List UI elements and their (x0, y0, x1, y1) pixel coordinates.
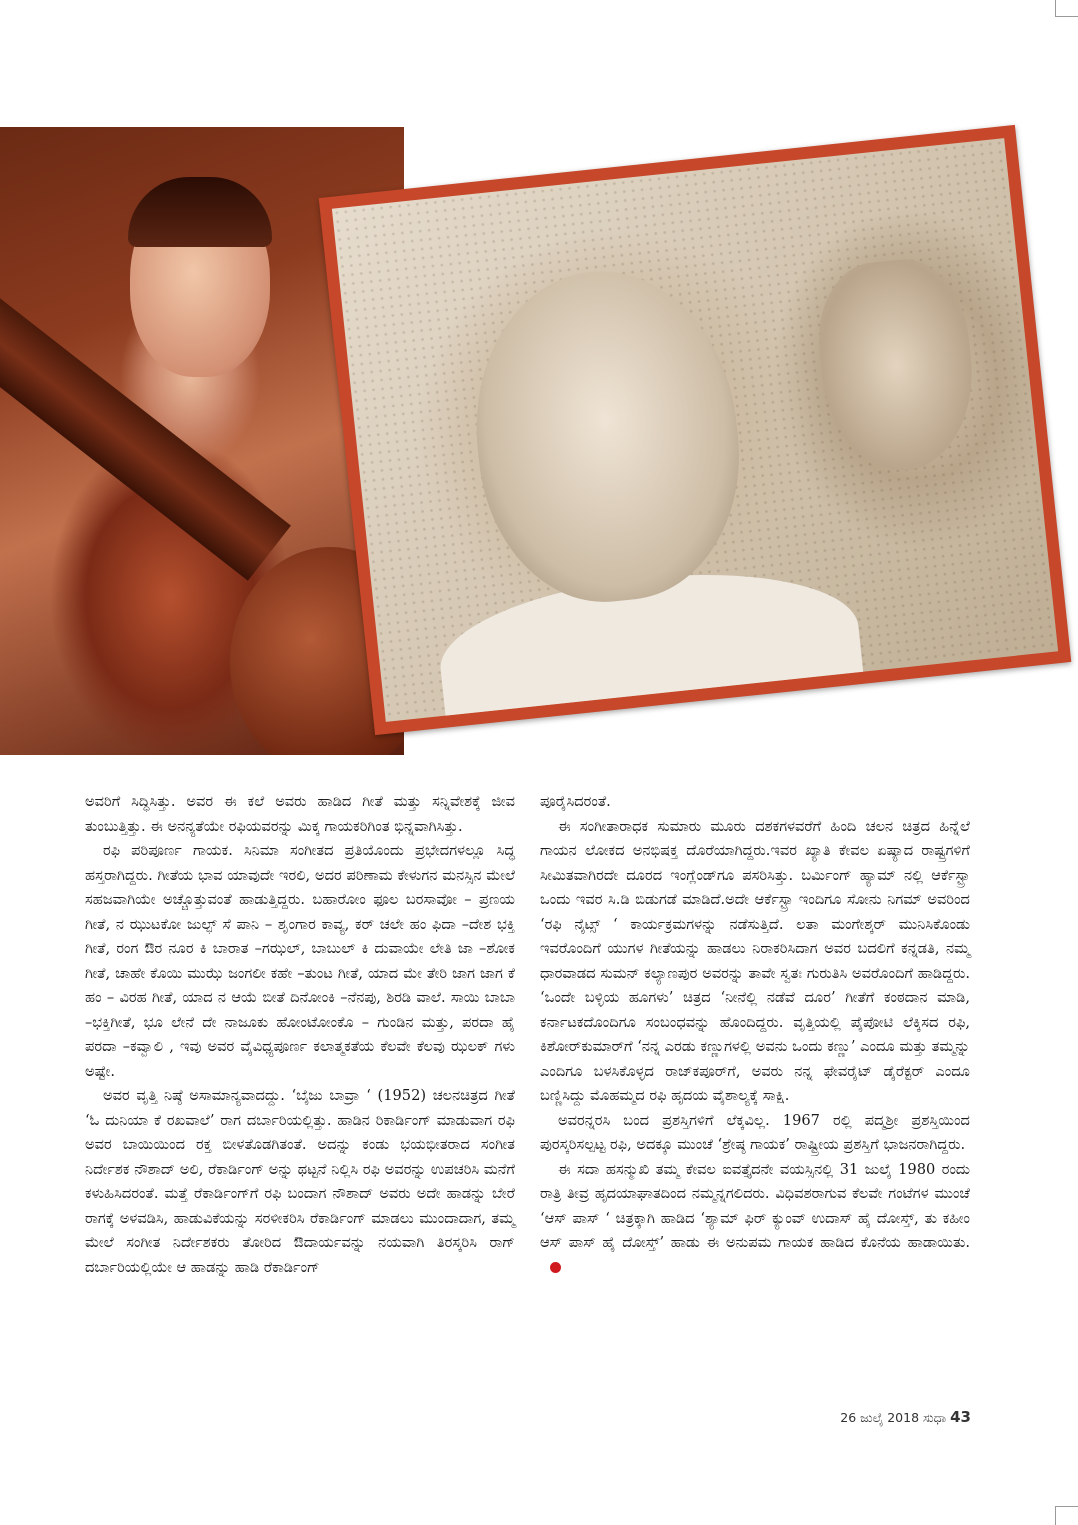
crop-mark-bottom-right-v (1055, 1506, 1056, 1525)
paragraph: ಪೂರೈಸಿದರಂತೆ. (540, 793, 611, 810)
crop-mark-bottom-right-h (1055, 1506, 1078, 1507)
paragraph-text: ಈ ಸದಾ ಹಸನ್ಮುಖಿ ತಮ್ಮ ಕೇವಲ ಐವತ್ತೈದನೇ ವಯಸ್ಸಿನಲ್ಲಿ 31 ಜುಲೈ 1980 ರಂದು ರಾತ್ರಿ ತೀವ್ರ ಹೃದಯಾಘಾತದಿಂದ ನಮ್ಮನ್ನಗಲಿದರು. ವಿಧಿವಶರಾಗುವ ಕೆಲವೇ ಗಂಟೆಗಳ ಮುಂಚೆ ‘ಆಸ್ ಪಾಸ್ ‘ ಚಿತ್ರಕ್ಕಾಗಿ ಹಾಡಿದ ‘ಶ್ಯಾಮ್ ಫಿರ್ ಕ್ಯುಂವ್ ಉದಾಸ್ ಹೈ ದೋಸ್ತ್, ತು ಕಹೀಂ ಆಸ್ ಪಾಸ್ ಹೈ ದೋಸ್ತ್’ ಹಾಡು ಈ ಅನುಪಮ ಗಾಯಕ ಹಾಡಿದ ಕೊನೆಯ ಹಾಡಾಯಿತು. (540, 1160, 970, 1251)
page-footer (840, 1408, 971, 1426)
photo-inner (332, 138, 1058, 722)
crop-mark-top-right-v (1055, 0, 1056, 16)
paragraph: ಅವರಿಗೆ ಸಿದ್ಧಿಸಿತ್ತು. ಅವರ ಈ ಕಲೆ ಅವರು ಹಾಡಿದ ಗೀತೆ ಮತ್ತು ಸನ್ನಿವೇಶಕ್ಕೆ ಜೀವ ತುಂಬುತ್ತಿತ್ತು. ಈ ಅನನ್ಯತೆಯೇ ರಫಿಯವರನ್ನು ಮಿಕ್ಕ ಗಾಯಕರಿಗಿಂತ ಭಿನ್ನವಾಗಿಸಿತ್ತು. (85, 793, 515, 835)
singer-face (461, 259, 754, 614)
article-column-left (85, 790, 515, 1280)
singer-hand (811, 253, 982, 478)
singer-hair (128, 177, 272, 247)
singer-at-microphone-photo (319, 125, 1072, 735)
issue-date: 26 ಜುಲೈ 2018 (840, 1410, 920, 1425)
end-of-article-dot (550, 1262, 561, 1273)
paragraph-last (540, 1158, 970, 1281)
paragraph: ಅವರ ವೃತ್ತಿ ನಿಷ್ಠೆ ಅಸಾಮಾನ್ಯವಾದದ್ದು. ‘ಬೈಜು ಬಾವ್ರಾ ‘ (1952) ಚಲನಚಿತ್ರದ ಗೀತೆ ‘ಓ ದುನಿಯಾ ಕೆ ರಖವಾಲೆ’ ರಾಗ ದರ್ಬಾರಿಯಲ್ಲಿತ್ತು. ಹಾಡಿನ ರಿಕಾರ್ಡಿಂಗ್ ಮಾಡುವಾಗ ರಫಿ ಅವರ ಬಾಯಿಯಿಂದ ರಕ್ತ ಬೀಳತೊಡಗಿತಂತೆ. ಅದನ್ನು ಕಂಡು ಭಯಭೀತರಾದ ಸಂಗೀತ ನಿರ್ದೇಶಕ ನೌಶಾದ್ ಅಲಿ, ರೆಕಾರ್ಡಿಂಗ್ ಅನ್ನು ಥಟ್ಟನೆ ನಿಲ್ಲಿಸಿ ರಫಿ ಅವರನ್ನು ಉಪಚರಿಸಿ ಮನೆಗೆ ಕಳುಹಿಸಿದರಂತೆ. ಮತ್ತೆ ರೆಕಾರ್ಡಿಂಗ್‌ಗೆ ರಫಿ ಬಂದಾಗ ನೌಶಾದ್ ಅವರು ಅದೇ ಹಾಡನ್ನು ಬೇರೆ ರಾಗಕ್ಕೆ ಅಳವಡಿಸಿ, ಹಾಡುವಿಕೆಯನ್ನು ಸರಳೀಕರಿಸಿ ರೆಕಾರ್ಡಿಂಗ್ ಮಾಡಲು ಮುಂದಾದಾಗ, ತಮ್ಮ ಮೇಲೆ ಸಂಗೀತ ನಿರ್ದೇಶಕರು ತೋರಿದ ಔದಾರ್ಯವನ್ನು ನಯವಾಗಿ ತಿರಸ್ಕರಿಸಿ ರಾಗ್ ದರ್ಬಾರಿಯಲ್ಲಿಯೇ ಆ ಹಾಡನ್ನು ಹಾಡಿ ರೆಕಾರ್ಡಿಂಗ್ (85, 1087, 515, 1276)
article-column-right (540, 790, 970, 1280)
magazine-name: ಸುಧಾ (923, 1410, 947, 1425)
paragraph: ಈ ಸಂಗೀತಾರಾಧಕ ಸುಮಾರು ಮೂರು ದಶಕಗಳವರೆಗೆ ಹಿಂದಿ ಚಲನ ಚಿತ್ರದ ಹಿನ್ನೆಲೆ ಗಾಯನ ಲೋಕದ ಅನಭಿಷಕ್ತ ದೊರೆಯಾಗಿದ್ದರು.ಇವರ ಖ್ಯಾತಿ ಕೇವಲ ಏಷ್ಯಾದ ರಾಷ್ಟ್ರಗಳಿಗೆ ಸೀಮಿತವಾಗಿರದೇ ದೂರದ ಇಂಗ್ಲೆಂಡ್‌ಗೂ ಪಸರಿಸಿತ್ತು. ಬರ್ಮಿಂಗ್ ಹ್ಯಾಮ್ ನಲ್ಲಿ ಆರ್ಕೆಸ್ಟ್ರಾ ಒಂದು ಇವರ ಸಿ.ಡಿ ಬಿಡುಗಡೆ ಮಾಡಿದೆ.ಅದೇ ಆರ್ಕೆಸ್ಟ್ರಾ ಇಂದಿಗೂ ಸೋನು ನಿಗಮ್ ಅವರಿಂದ ‘ರಫಿ ನೈಟ್ಸ್ ‘ ಕಾರ್ಯಕ್ರಮಗಳನ್ನು ನಡೆಸುತ್ತಿದೆ. ಲತಾ ಮಂಗೇಶ್ಕರ್ ಮುನಿಸಿಕೊಂಡು ಇವರೊಂದಿಗೆ ಯುಗಳ ಗೀತೆಯನ್ನು ಹಾಡಲು ನಿರಾಕರಿಸಿದಾಗ ಅವರ ಬದಲಿಗೆ ಕನ್ನಡತಿ, ನಮ್ಮ ಧಾರವಾಡದ ಸುಮನ್ ಕಲ್ಯಾಣಪುರ ಅವರನ್ನು ತಾವೇ ಸ್ವತಃ ಗುರುತಿಸಿ ಅವರೊಂದಿಗೆ ಹಾಡಿದ್ದರು. ‘ಒಂದೇ ಬಳ್ಳಿಯ ಹೂಗಳು’ ಚಿತ್ರದ ‘ನೀನೆಲ್ಲಿ ನಡೆವೆ ದೂರ’ ಗೀತೆಗೆ ಕಂಠದಾನ ಮಾಡಿ, ಕರ್ನಾಟಕದೊಂದಿಗೂ ಸಂಬಂಧವನ್ನು ಹೊಂದಿದ್ದರು. ವೃತ್ತಿಯಲ್ಲಿ ಪೈಪೋಟಿ ಲೆಕ್ಕಿಸದ ರಫಿ, ಕಿಶೋರ್‌ಕುಮಾರ್‌ಗೆ ‘ನನ್ನ ಎರಡು ಕಣ್ಣುಗಳಲ್ಲಿ ಅವನು ಒಂದು ಕಣ್ಣು’ ಎಂದೂ ಮತ್ತು ತಮ್ಮನ್ನು ಎಂದಿಗೂ ಬಳಸಿಕೊಳ್ಳದ ರಾಜ್‌ಕಪೂರ್‌ಗೆ, ಅವರು ನನ್ನ ಫೇವರೈಟ್ ಡೈರೆಕ್ಟರ್ ಎಂದೂ ಬಣ್ಣಿಸಿದ್ದು ಮೊಹಮ್ಮದ ರಫಿ ಹೃದಯ ವೈಶಾಲ್ಯಕ್ಕೆ ಸಾಕ್ಷಿ. (540, 817, 970, 1104)
page-number: 43 (950, 1408, 971, 1426)
paragraph: ಅವರನ್ನರಸಿ ಬಂದ ಪ್ರಶಸ್ತಿಗಳಿಗೆ ಲೆಕ್ಕವಿಲ್ಲ. 1967 ರಲ್ಲಿ ಪದ್ಮಶ್ರೀ ಪ್ರಶಸ್ತಿಯಿಂದ ಪುರಸ್ಕರಿಸಲ್ಪಟ್ಟ ರಫಿ, ಅದಕ್ಕೂ ಮುಂಚೆ ‘ಶ್ರೇಷ್ಠ ಗಾಯಕ’ ರಾಷ್ಟ್ರೀಯ ಪ್ರಶಸ್ತಿಗೆ ಭಾಜನರಾಗಿದ್ದರು. (540, 1111, 970, 1153)
paragraph: ರಫಿ ಪರಿಪೂರ್ಣ ಗಾಯಕ. ಸಿನಿಮಾ ಸಂಗೀತದ ಪ್ರತಿಯೊಂದು ಪ್ರಭೇದಗಳಲ್ಲೂ ಸಿದ್ಧ ಹಸ್ತರಾಗಿದ್ದರು. ಗೀತೆಯ ಭಾವ ಯಾವುದೇ ಇರಲಿ, ಅದರ ಪರಿಣಾಮ ಕೇಳುಗನ ಮನಸ್ಸಿನ ಮೇಲೆ ಸಹಜವಾಗಿಯೇ ಅಚ್ಚೊತ್ತುವಂತೆ ಹಾಡುತ್ತಿದ್ದರು. ಬಹಾರೋಂ ಫೂಲ ಬರಸಾವೋ – ಪ್ರಣಯ ಗೀತೆ, ನ ಝುಟಕೋ ಜುಲ್ಫ್ ಸೆ ಪಾನಿ – ಶೃಂಗಾರ ಕಾವ್ಯ, ಕರ್ ಚಲೇ ಹಂ ಫಿದಾ –ದೇಶ ಭಕ್ತಿ ಗೀತೆ, ರಂಗ ಔರ ನೂರ ಕಿ ಬಾರಾತ –ಗಝಲ್, ಬಾಬುಲ್ ಕಿ ದುವಾಯೇ ಲೇತಿ ಜಾ –ಶೋಕ ಗೀತೆ, ಚಾಹೇ ಕೊಯಿ ಮುಝೆ ಜಂಗಲೀ ಕಹೇ –ತುಂಟ ಗೀತೆ, ಯಾದ ಮೇ ತೇರಿ ಜಾಗ ಜಾಗ ಕೆ ಹಂ – ವಿರಹ ಗೀತೆ, ಯಾದ ನ ಆಯೆ ಬೀತೆ ದಿನೋಂಕಿ –ನೆನಪು, ಶಿರಡಿ ವಾಲೆ. ಸಾಯಿ ಬಾಬಾ –ಭಕ್ತಿಗೀತೆ, ಭೂ ಲೇನೆ ದೇ ನಾಜೂಕು ಹೋಂಟೋಂಕೊ – ಗುಂಡಿನ ಮತ್ತು, ಪರದಾ ಹೈ ಪರದಾ –ಕವ್ವಾಲಿ , ಇವು ಅವರ ವೈವಿಧ್ಯಪೂರ್ಣ ಕಲಾತ್ಮಕತೆಯ ಕೆಲವೇ ಕೆಲವು ಝಲಕ್ ಗಳು ಅಷ್ಟೇ. (85, 842, 515, 1080)
crop-mark-top-right-h (1055, 16, 1078, 17)
